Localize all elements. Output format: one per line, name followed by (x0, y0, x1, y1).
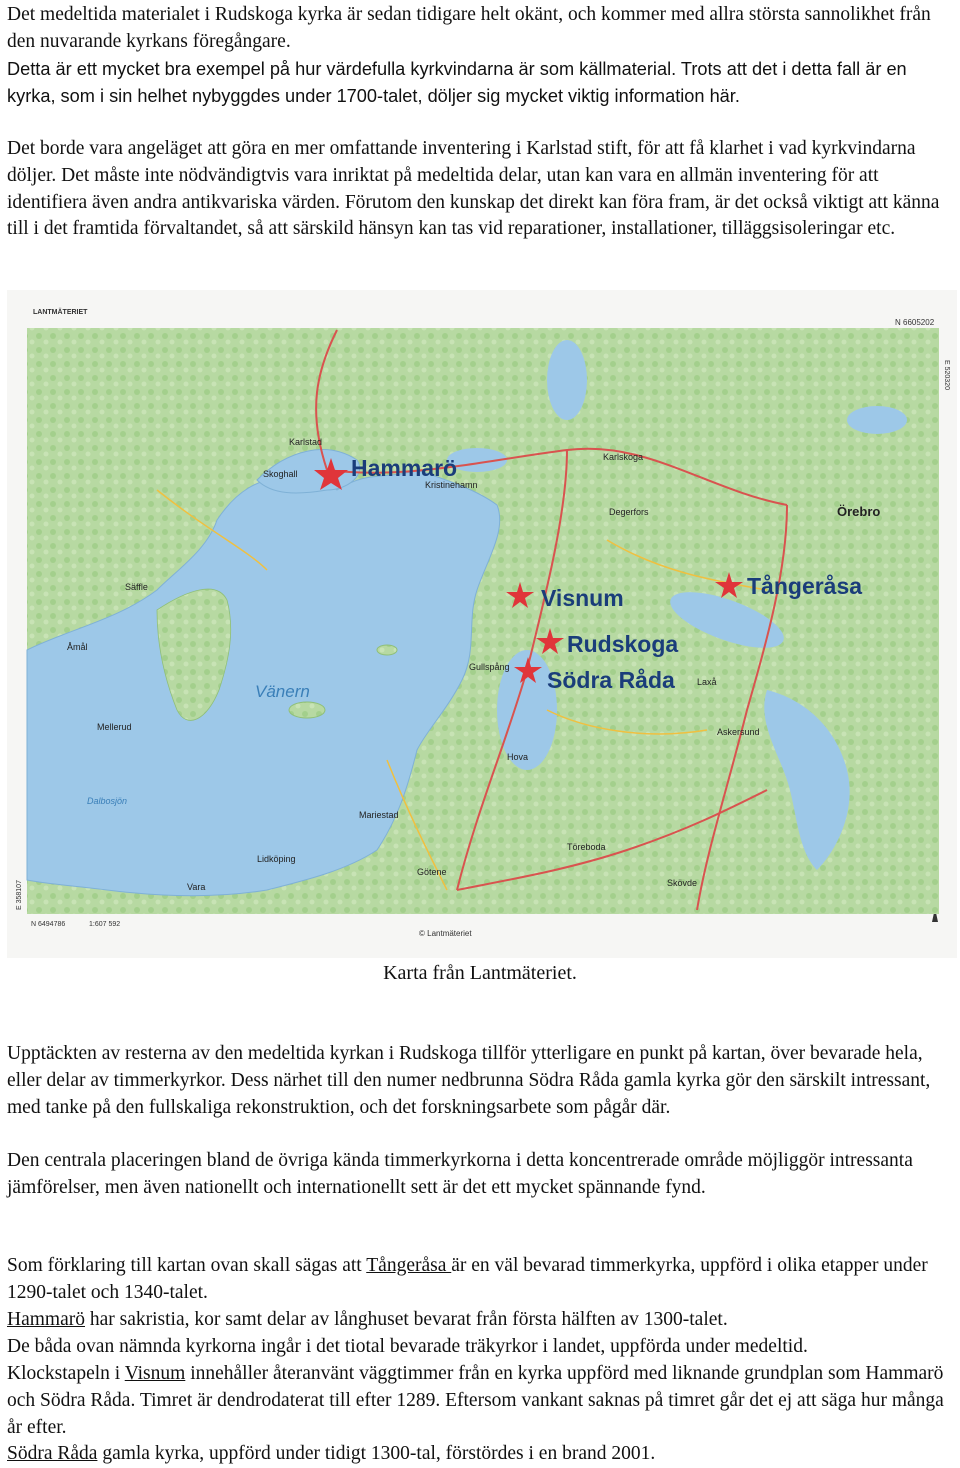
body-paragraph-9 (7, 1361, 955, 1441)
body-paragraph-5: Den centrala placeringen bland de övriga kända timmerkyrkorna i detta koncentrerade område möjliggör intressanta jämförelser, men även nationellt och internationellt sett är det ett mycket spännande fynd. (7, 1150, 913, 1198)
map-coord-top: N 6605202 (895, 318, 935, 327)
intro-paragraph-2-text: Detta är ett mycket bra exempel på hur värdefulla kyrkvindarna är som källmaterial. Trots att det i detta fall är en kyrka, som i sin helhet nybyggdes under 1700-talet, döljer sig mycket viktig information här. (7, 59, 907, 106)
link-tangerasa[interactable]: Tångeråsa (366, 1255, 452, 1276)
intro-paragraph-3: Det borde vara angeläget att göra en mer omfattande inventering i Karlstad stift, för att få klarhet i vad kyrkvindarna döljer. Det måste inte nödvändigtvis vara inriktat på medeltida delar, utan kan vara en allmän inventering för att identifiera även andra antikvariska värden. Förutom den kunskap det direkt kan föra fram, är det också viktigt att känna till i det framtida förvaltandet, så att särskild hänsyn kan tas vid reparationer, installationer, tilläggsisoleringar etc. (7, 138, 940, 240)
body-paragraph-4: Upptäckten av resterna av den medeltida kyrkan i Rudskoga tillför ytterligare en punkt på kartan, över bevarade hela, eller delar av timmerkyrkor. Dess närhet till den numer nedbrunna Södra Råda gamla kyrka gör den särskilt intressant, med tanke på den fullskaliga rekonstruktion, och det forskningsarbete som pågår där. (7, 1043, 931, 1118)
p6-text-post: är en väl bevarad timmerkyrka, uppförd i olika etapper under 1290-talet och 1340-talet. (7, 1255, 928, 1303)
place-label: Kristinehamn (425, 480, 478, 490)
church-label-visnum: Visnum (541, 585, 624, 611)
p10-text-post: gamla kyrka, uppförd under tidigt 1300-tal, förstördes i en brand 2001. (97, 1443, 656, 1464)
intro-paragraph-1: Det medeltida materialet i Rudskoga kyrka är sedan tidigare helt okänt, och kommer med allra största sannolikhet från den nuvarande kyrkans föregångare. (7, 4, 931, 52)
lake (847, 406, 907, 434)
place-label: Askersund (717, 727, 760, 737)
place-label: Skoghall (263, 469, 298, 479)
place-label: Karlstad (289, 437, 323, 447)
place-label: Töreboda (567, 842, 606, 852)
map-lake-label: Vänern (255, 682, 310, 701)
body-paragraph-7 (7, 1307, 955, 1334)
church-label-rudskoga: Rudskoga (567, 631, 679, 657)
p9-text-post: innehåller återanvänt väggtimmer från en kyrka uppförd med liknande grundplan som Hammarö och Södra Råda. Timret är dendrodaterat till efter 1289. Eftersom vankant saknas på timret går det ej att säga hur många år efter. (7, 1363, 944, 1438)
place-label: Örebro (837, 504, 881, 519)
body-paragraph-6 (7, 1253, 955, 1307)
map-svg (7, 290, 957, 958)
body-paragraph-8: De båda ovan nämnda kyrkorna ingår i det tiotal bevarade träkyrkor i landet, uppförda under medeltid. (7, 1336, 808, 1357)
map-scale: 1:607 592 (89, 921, 121, 928)
map-caption: Karta från Lantmäteriet. (383, 962, 577, 984)
place-label: Dalbosjön (87, 796, 128, 806)
place-label: Hova (507, 752, 529, 762)
lake (547, 340, 587, 420)
place-label: Vara (187, 882, 206, 892)
place-label: Mariestad (359, 810, 399, 820)
link-hammaro[interactable]: Hammarö (7, 1309, 85, 1330)
p6-text-pre: Som förklaring till kartan ovan skall sägas att (7, 1255, 367, 1276)
place-label: Götene (417, 867, 447, 877)
church-label-tangerasa: Tångeråsa (747, 573, 863, 599)
body-paragraph-10 (7, 1441, 955, 1468)
place-label: Gullspång (469, 662, 510, 672)
map-copyright: © Lantmäteriet (419, 929, 472, 938)
p7-text-post: har sakristia, kor samt delar av långhuset bevarat från första hälften av 1300-talet. (84, 1309, 728, 1330)
place-label: Laxå (697, 677, 717, 687)
map-coord-left: E 358107 (16, 880, 23, 910)
church-label-sodra-rada: Södra Råda (547, 667, 675, 693)
link-visnum[interactable]: Visnum (124, 1363, 186, 1384)
place-label: Skövde (667, 878, 698, 888)
place-label: Mellerud (97, 722, 132, 732)
map-coord-bottom: N 6494786 (31, 921, 66, 928)
place-label: Karlskoga (603, 452, 644, 462)
p9-text-pre: Klockstapeln i (7, 1363, 125, 1384)
map-brand: LANTMÄTERIET (33, 309, 88, 316)
church-label-hammaro: Hammarö (351, 455, 458, 481)
place-label: Lidköping (257, 854, 296, 864)
place-label: Åmål (67, 642, 88, 652)
place-label: Degerfors (609, 507, 649, 517)
place-label: Säffle (125, 582, 148, 592)
intro-paragraph-2 (7, 56, 955, 110)
map-image (7, 290, 957, 958)
island (377, 645, 397, 655)
link-sodra-rada[interactable]: Södra Råda (7, 1443, 98, 1464)
island (289, 702, 325, 718)
map-coord-right: E 520320 (943, 360, 950, 390)
